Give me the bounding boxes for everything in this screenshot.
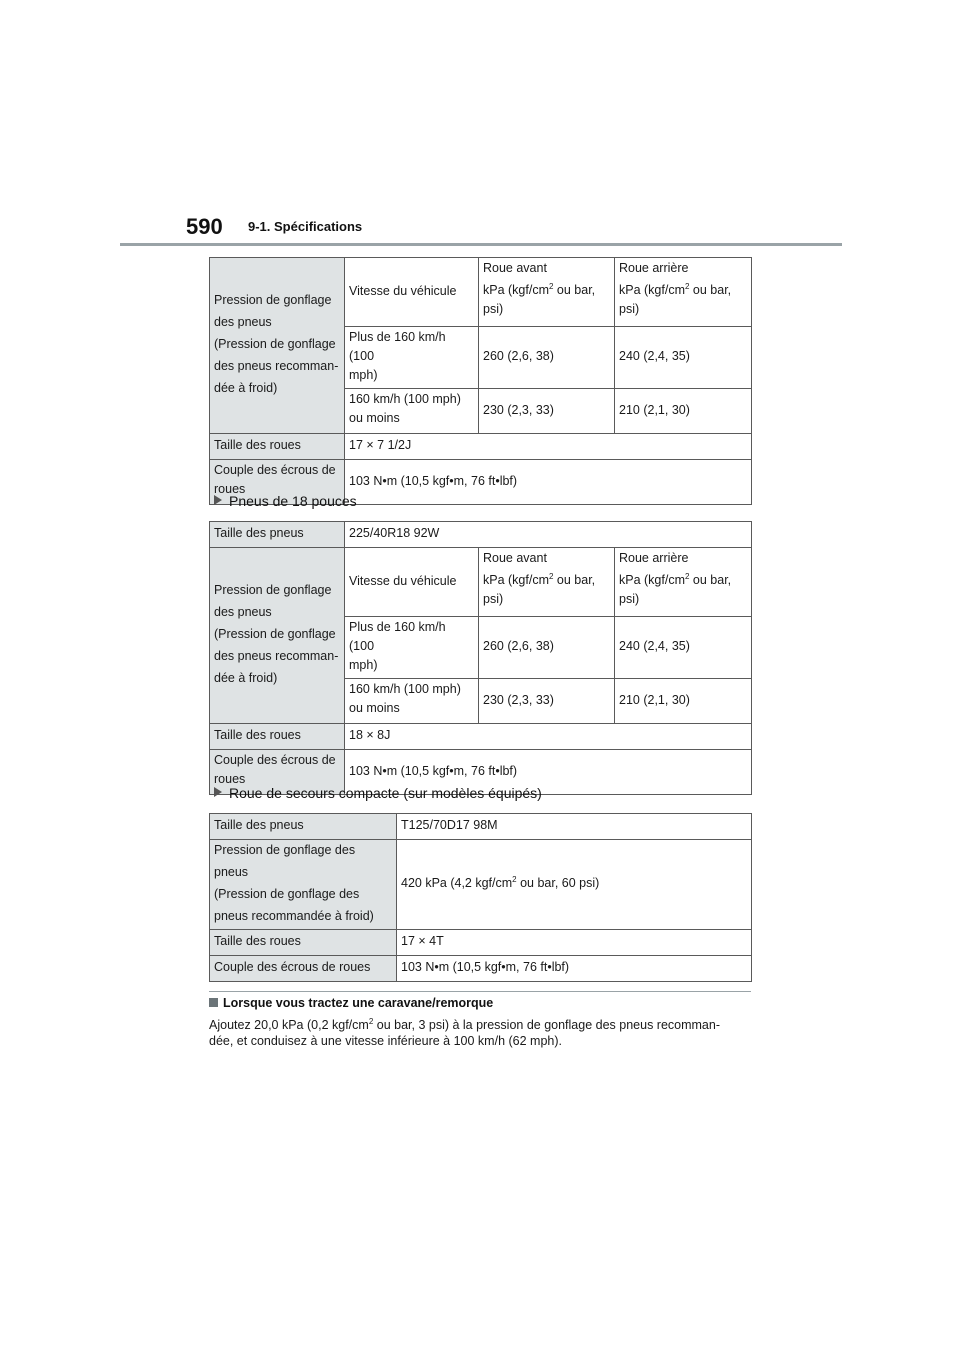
table-row: [210, 930, 752, 956]
wheel-size-value: 17 × 7 1/2J: [345, 434, 752, 460]
rear-wheel-header: Roue arrière kPa ($kgf/cm^2$ ou bar, psi): [615, 258, 752, 327]
torque-value: 103 N•m (10,5 kgf•m, 76 ft•lbf): [397, 956, 752, 982]
triangle-bullet-icon: [214, 787, 222, 797]
tire-spec-table-18in: [209, 521, 752, 795]
speed-cell: 160 km/h (100 mph) ou moins: [345, 679, 479, 724]
torque-label: Couple des écrous de roues: [210, 956, 397, 982]
table-row: [210, 840, 752, 930]
speed-cell: 160 km/h (100 mph) ou moins: [345, 389, 479, 434]
tire-spec-table-17in: [209, 257, 752, 505]
bullet-18in-tires: Pneus de 18 pouces: [214, 493, 357, 509]
note-text: Ajoutez 20,0 kPa (0,2 kgf/$cm^2$ ou bar, 3 psi) à la pression de gonflage des pneus recomman- dée, et conduisez à une vitesse inférieure à 100 km/h (62 mph).: [209, 1016, 721, 1048]
wheel-size-label: Taille des roues: [210, 724, 345, 750]
torque-label: Couple des écrous de roues: [210, 460, 345, 505]
note-title: Lorsque vous tractez une caravane/remorque: [209, 996, 493, 1010]
rear-pressure-cell: 240 (2,4, 35): [615, 327, 752, 389]
tire-size-value: T125/70D17 98M: [397, 814, 752, 840]
speed-header: Vitesse du véhicule: [345, 258, 479, 327]
front-wheel-header: Roue avant kPa ($kgf/cm^2$ ou bar, psi): [479, 258, 615, 327]
section-title: 9-1. Spécifications: [248, 219, 363, 234]
front-pressure-cell: 230 (2,3, 33): [479, 389, 615, 434]
front-pressure-cell: 260 (2,6, 38): [479, 617, 615, 679]
pressure-label-cell: Pression de gonflage des pneus (Pression de gonflage des pneus recomman- dée à froid): [210, 548, 345, 724]
speed-cell: Plus de 160 km/h (100 mph): [345, 617, 479, 679]
tire-size-label: Taille des pneus: [210, 522, 345, 548]
triangle-bullet-icon: [214, 495, 222, 505]
pressure-value: 420 kPa (4,2 kgf/$cm^2$ ou bar, 60 psi): [397, 840, 752, 930]
speed-cell: Plus de 160 km/h (100 mph): [345, 327, 479, 389]
table-row: [210, 548, 752, 617]
tire-spec-table-spare: [209, 813, 752, 982]
table-row: [210, 956, 752, 982]
page-number: 590: [186, 214, 223, 239]
torque-value: 103 N•m (10,5 kgf•m, 76 ft•lbf): [345, 460, 752, 505]
tire-size-label: Taille des pneus: [210, 814, 397, 840]
wheel-size-value: 18 × 8J: [345, 724, 752, 750]
table-row: [210, 258, 752, 327]
rear-pressure-cell: 210 (2,1, 30): [615, 389, 752, 434]
header-rule: [120, 243, 842, 246]
table-row: [210, 814, 752, 840]
front-wheel-header: Roue avant kPa ($kgf/cm^2$ ou bar, psi): [479, 548, 615, 617]
table-row: [210, 724, 752, 750]
front-pressure-cell: 230 (2,3, 33): [479, 679, 615, 724]
torque-label: Couple des écrous de roues: [210, 750, 345, 795]
bullet-compact-spare: Roue de secours compacte (sur modèles équipés): [214, 785, 542, 801]
front-pressure-cell: 260 (2,6, 38): [479, 327, 615, 389]
table-row: [210, 522, 752, 548]
rear-pressure-cell: 240 (2,4, 35): [615, 617, 752, 679]
wheel-size-label: Taille des roues: [210, 434, 345, 460]
pressure-label-cell: Pression de gonflage des pneus (Pression de gonflage des pneus recommandée à froid): [210, 840, 397, 930]
square-bullet-icon: [209, 998, 218, 1007]
rear-wheel-header: Roue arrière kPa ($kgf/cm^2$ ou bar, psi): [615, 548, 752, 617]
rear-pressure-cell: 210 (2,1, 30): [615, 679, 752, 724]
tire-size-value: 225/40R18 92W: [345, 522, 752, 548]
torque-value: 103 N•m (10,5 kgf•m, 76 ft•lbf): [345, 750, 752, 795]
speed-header: Vitesse du véhicule: [345, 548, 479, 617]
wheel-size-label: Taille des roues: [210, 930, 397, 956]
wheel-size-value: 17 × 4T: [397, 930, 752, 956]
note-divider: [209, 991, 751, 992]
pressure-label-cell: Pression de gonflage des pneus (Pression de gonflage des pneus recomman- dée à froid): [210, 258, 345, 434]
table-row: [210, 434, 752, 460]
